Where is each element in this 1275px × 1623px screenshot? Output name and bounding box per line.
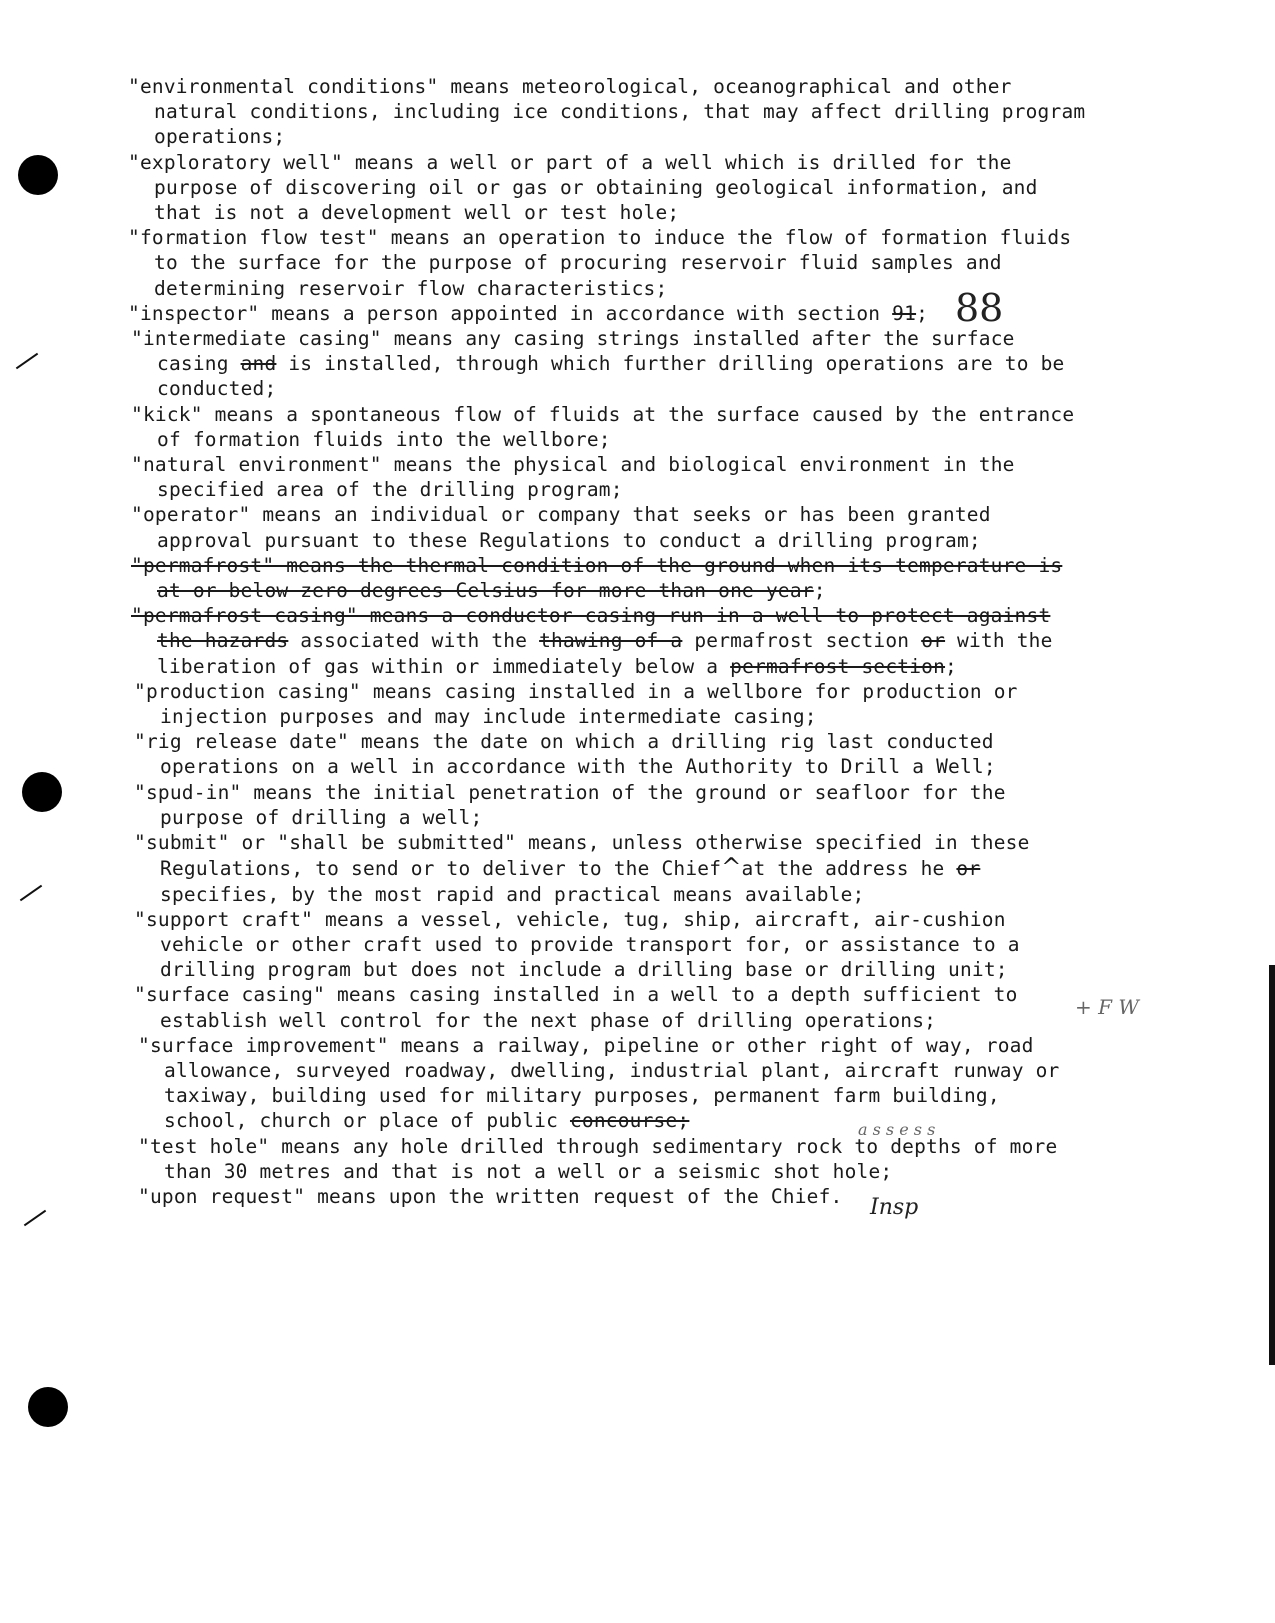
definition-text: means the date on which a drilling rig last conducted operations on a well in accordance with the Authority to Drill a Well; (160, 730, 996, 779)
definition-text: means a well or part of a well which is drilled for the purpose of discovering oil or gas or obtaining geological information, and that is not a development well or test hole; (154, 150, 1038, 225)
margin-tick-mark (20, 885, 42, 902)
margin-tick-mark (24, 1210, 46, 1227)
definition-text: ; (916, 301, 929, 325)
struck-text: or (956, 857, 981, 881)
definition-text: ; (813, 579, 826, 603)
definition-text: ; (945, 654, 957, 678)
definition-term: "spud-in" (134, 780, 242, 804)
definition-term: "kick" (131, 402, 203, 426)
definition-item (128, 301, 1088, 326)
definition-item (134, 982, 1088, 1032)
definition-term: "surface casing" (134, 983, 326, 1007)
definition-item (128, 150, 1088, 226)
definition-item (134, 729, 1088, 779)
binder-hole-top (18, 155, 58, 195)
struck-text: permafrost section (730, 654, 946, 678)
definition-term: "rig release date" (134, 730, 349, 754)
definition-text: with the liberation of gas within or immediately below a (157, 629, 1053, 678)
definition-text: means, unless otherwise specified in these Regulations, to send or to deliver to the Chief (160, 831, 1030, 881)
definition-term: "exploratory well" (128, 150, 343, 174)
definition-text: means upon the written request of the Chief (305, 1184, 831, 1208)
binder-hole-bottom (28, 1387, 68, 1427)
definition-text: . (830, 1184, 843, 1208)
definition-item (131, 402, 1088, 452)
definition-text: means a vessel, vehicle, tug, ship, aircraft, air-cushion vehicle or other craft used to provide transport for, or assistance to a drilling program but does not include a drilling base or drilling unit; (160, 907, 1020, 982)
struck-text: or (921, 629, 946, 653)
binder-hole-middle (22, 772, 62, 812)
struck-text: "permafrost" means the thermal condition of the ground when its temperature is at or below zero degrees Celsius for more than one year (131, 553, 1063, 603)
definition-term: "operator" (131, 503, 251, 527)
definition-term: "surface improvement" (138, 1033, 389, 1057)
definition-item (134, 907, 1088, 983)
definition-text: means any hole drilled through sedimentary rock to depths of more than 30 metres and that is not a well or a seismic shot hole; (164, 1134, 1058, 1183)
definition-term: "production casing" (134, 679, 361, 703)
handwritten-section-number: 88 (955, 286, 1004, 330)
definition-text: permafrost section (682, 629, 922, 653)
struck-text: "permafrost casing" means a conductor casing run in a well to protect against the hazards (131, 604, 1051, 653)
definition-term: "formation flow test" (128, 226, 379, 250)
definition-text: associated with the (288, 629, 540, 653)
definition-text: means casing installed in a wellbore for production or injection purposes and may include intermediate casing; (160, 679, 1018, 729)
definition-item (134, 830, 1088, 907)
definition-text: means a spontaneous flow of fluids at the surface caused by the entrance of formation fluids into the wellbore; (157, 402, 1075, 451)
definition-text: at the address he (741, 857, 957, 881)
insertion-caret: ^ (721, 853, 742, 882)
definition-item (131, 502, 1088, 552)
definition-term: "support craft" (134, 907, 314, 931)
definition-text: means the initial penetration of the ground or seafloor for the purpose of drilling a well; (160, 780, 1006, 829)
definition-text: means the physical and biological environment in the specified area of the drilling program; (157, 453, 1015, 502)
definitions-list (128, 74, 1088, 1209)
struck-text: 91 (892, 301, 917, 325)
definition-term: "upon request" (138, 1184, 306, 1208)
definition-text: is installed, through which further drilling operations are to be conducted; (157, 352, 1065, 401)
margin-tick-mark (16, 353, 38, 370)
definition-term: "natural environment" (131, 453, 382, 477)
definition-text: means meteorological, oceanographical and other natural conditions, including ice conditions, that may affect drilling program operations; (154, 75, 1086, 149)
definition-term: "intermediate casing" (131, 327, 382, 351)
definition-term: "inspector" (128, 301, 260, 325)
struck-text: and (240, 352, 277, 376)
definition-term: "environmental conditions" (128, 75, 439, 98)
definition-text: means a person appointed in accordance with section (259, 301, 893, 325)
definition-term: "submit" or "shall be submitted" (134, 831, 517, 855)
definition-text: means a railway, pipeline or other right of way, road allowance, surveyed roadway, dwelling, industrial plant, aircraft runway or taxiway, building used for military purposes, permanent farm building, school, church or place of public (164, 1033, 1060, 1133)
definition-text: means an individual or company that seeks or has been granted approval pursuant to these Regulations to conduct a drilling program; (157, 503, 991, 552)
definition-item (128, 225, 1088, 301)
struck-text: thawing of a (539, 629, 683, 653)
handwritten-margin-note: + F W (1075, 995, 1139, 1019)
definition-item (131, 452, 1088, 502)
handwritten-margin-note: a s s e s s (858, 1120, 936, 1139)
definition-item (138, 1134, 1088, 1184)
definition-item (134, 780, 1088, 830)
definition-item (131, 603, 1088, 679)
definition-item (134, 679, 1088, 729)
definition-text: means any casing strings installed after the surface casing (157, 327, 1015, 376)
definition-text: means casing installed in a well to a depth sufficient to establish well control for the next phase of drilling operations; (160, 983, 1018, 1032)
definition-term: "test hole" (138, 1134, 270, 1158)
definition-item (138, 1184, 1088, 1209)
struck-text: concourse; (569, 1109, 690, 1133)
definition-text: means an operation to induce the flow of formation fluids to the surface for the purpose of procuring reservoir fluid samples and determining reservoir flow characteristics; (154, 226, 1072, 300)
definition-text: specifies, by the most rapid and practical means available; (160, 882, 865, 906)
definition-item (131, 326, 1088, 402)
definition-item (138, 1033, 1088, 1134)
definition-item-struck (131, 553, 1088, 603)
scan-edge (1269, 965, 1275, 1365)
definition-item (128, 74, 1088, 150)
handwritten-margin-note: Insp (870, 1195, 919, 1220)
